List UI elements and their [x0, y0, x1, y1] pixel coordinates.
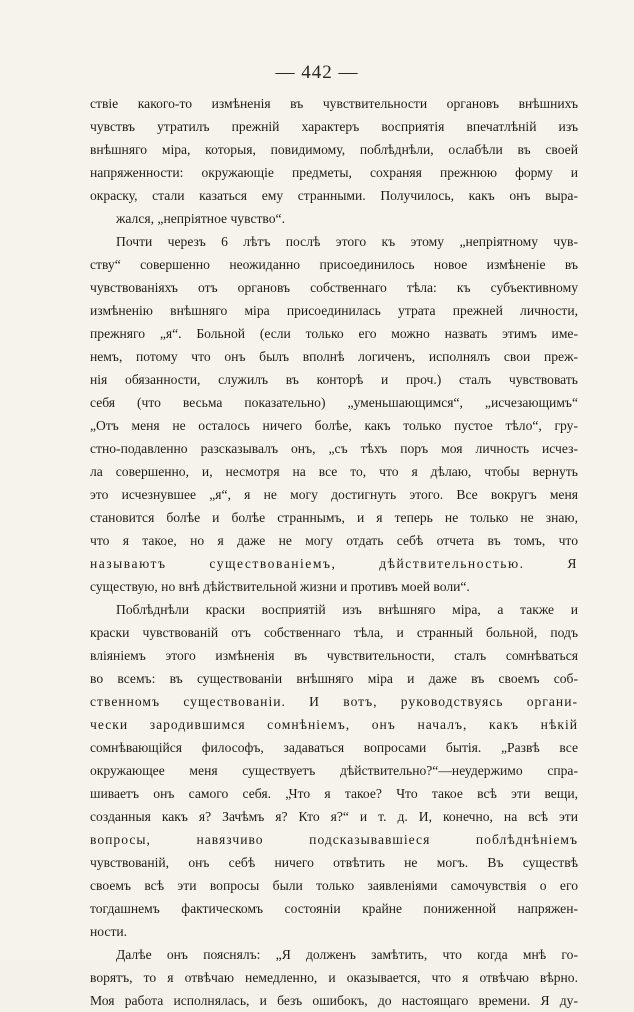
text-line: тогдашнемъ фактическомъ состояніи крайне пониженной напряжен- — [90, 901, 578, 916]
text-line: себя (что весьма показательно) „уменьшающимся“, „исчезающимъ“ — [90, 395, 578, 410]
body-text — [90, 92, 578, 1012]
paragraph — [90, 92, 578, 230]
text-line: ла совершенно, и, несмотря на все то, что я дѣлаю, чтобы вернуть — [90, 464, 578, 479]
text-line: Поблѣднѣли краски восприятій изъ внѣшняго міра, а также и — [116, 602, 578, 617]
text-line: чувствованій, онъ себѣ ничего отвѣтить не могъ. Въ существѣ — [90, 855, 578, 870]
text-line: созданныя какъ я? Зачѣмъ я? Кто я?“ и т. д. И, конечно, на всѣ эти — [90, 809, 578, 824]
text-line: становится болѣе и болѣе страннымъ, и я теперь не только не знаю, — [90, 510, 578, 525]
text-line: окраску, стали казаться ему странными. Получилось, какъ онъ выра- — [90, 188, 578, 203]
text-line: чувствованіяхъ отъ органовъ собственнаго тѣла: къ субъективному — [90, 280, 578, 295]
text-line: существую, но внѣ дѣйствительной жизни и противъ моей воли“. — [90, 579, 470, 594]
paragraph — [90, 943, 578, 1012]
text-line: сомнѣвающійся философъ, задаваться вопросами бытія. „Развѣ все — [90, 740, 578, 755]
text-line: напряженности: окружающіе предметы, сохраняя прежнюю форму и — [90, 165, 578, 180]
paragraph — [90, 598, 578, 943]
text-line: „Отъ меня не осталось ничего болѣе, какъ только пустое тѣло“, гру- — [90, 418, 578, 433]
text-line: Почти черезъ 6 лѣтъ послѣ этого къ этому „непріятному чув- — [116, 234, 578, 249]
text-line: шиваетъ онъ самого себя. „Что я такое? Что такое всѣ эти вещи, — [90, 786, 578, 801]
text-line: ности. — [90, 924, 128, 939]
text-line: ствіе какого-то измѣненія въ чувствительности органовъ внѣшнихъ — [90, 96, 578, 111]
text-line: измѣненію внѣшняго міра присоединилась утрата прежней личности, — [90, 303, 578, 318]
text-line: внѣшняго міра, которыя, повидимому, поблѣднѣли, ослабѣли въ своей — [90, 142, 578, 157]
text-line: ству“ совершенно неожиданно присоединилось новое измѣненіе въ — [90, 257, 578, 272]
text-line: во всемъ: въ существованіи внѣшняго міра и даже въ своемъ соб- — [90, 671, 578, 686]
text-line: нія обязанности, служилъ въ конторѣ и проч.) сталъ чувствовать — [90, 372, 578, 387]
text-line: называютъ существованіемъ, дѣйствительностью. Я — [90, 556, 578, 571]
text-line: Моя работа исполнялась, и безъ ошибокъ, до настоящаго времени. Я ду- — [90, 993, 578, 1008]
text-line: прежняго „я“. Больной (если только его можно назвать этимъ име- — [90, 326, 578, 341]
text-line: Далѣе онъ пояснялъ: „Я долженъ замѣтить, что когда мнѣ го- — [116, 947, 578, 962]
text-line: стно-подавленно разсказывалъ онъ, „съ тѣхъ поръ моя личность исчез- — [90, 441, 578, 456]
text-line: своемъ всѣ эти вопросы были только заявленіями самочувствія о его — [90, 878, 578, 893]
text-line: краски чувствованій отъ собственнаго тѣла, и странный больной, подъ — [90, 625, 578, 640]
text-line: это исчезнувшее „я“, я не могу достигнуть этого. Все вокругъ меня — [90, 487, 578, 502]
text-line: жался, „непріятное чувство“. — [116, 211, 285, 226]
text-line: немъ, потому что онъ былъ вполнѣ логиченъ, исполнялъ свои преж- — [90, 349, 578, 364]
text-line: вопросы, навязчиво подсказывавшіеся поблѣднѣніемъ — [90, 832, 578, 847]
page-number: — 442 — — [275, 62, 359, 83]
text-line: чески зародившимся сомнѣніемъ, онъ началъ, какъ нѣкій — [90, 717, 578, 732]
text-line: ственномъ существованіи. И вотъ, руководствуясь органи- — [90, 694, 578, 709]
text-line: что я такое, но я даже не могу отдать себѣ отчета въ томъ, что — [90, 533, 578, 548]
text-line: чувствъ утратилъ прежній характеръ восприятія впечатлѣній изъ — [90, 119, 578, 134]
paragraph — [90, 230, 578, 598]
text-line: вліяніемъ этого измѣненія въ чувствительности, сталъ сомнѣваться — [90, 648, 578, 663]
text-line: окружающее меня существуетъ дѣйствительно?“—неудержимо спра- — [90, 763, 578, 778]
text-line: ворятъ, то я отвѣчаю немедленно, и оказывается, что я отвѣчаю вѣрно. — [90, 970, 578, 985]
